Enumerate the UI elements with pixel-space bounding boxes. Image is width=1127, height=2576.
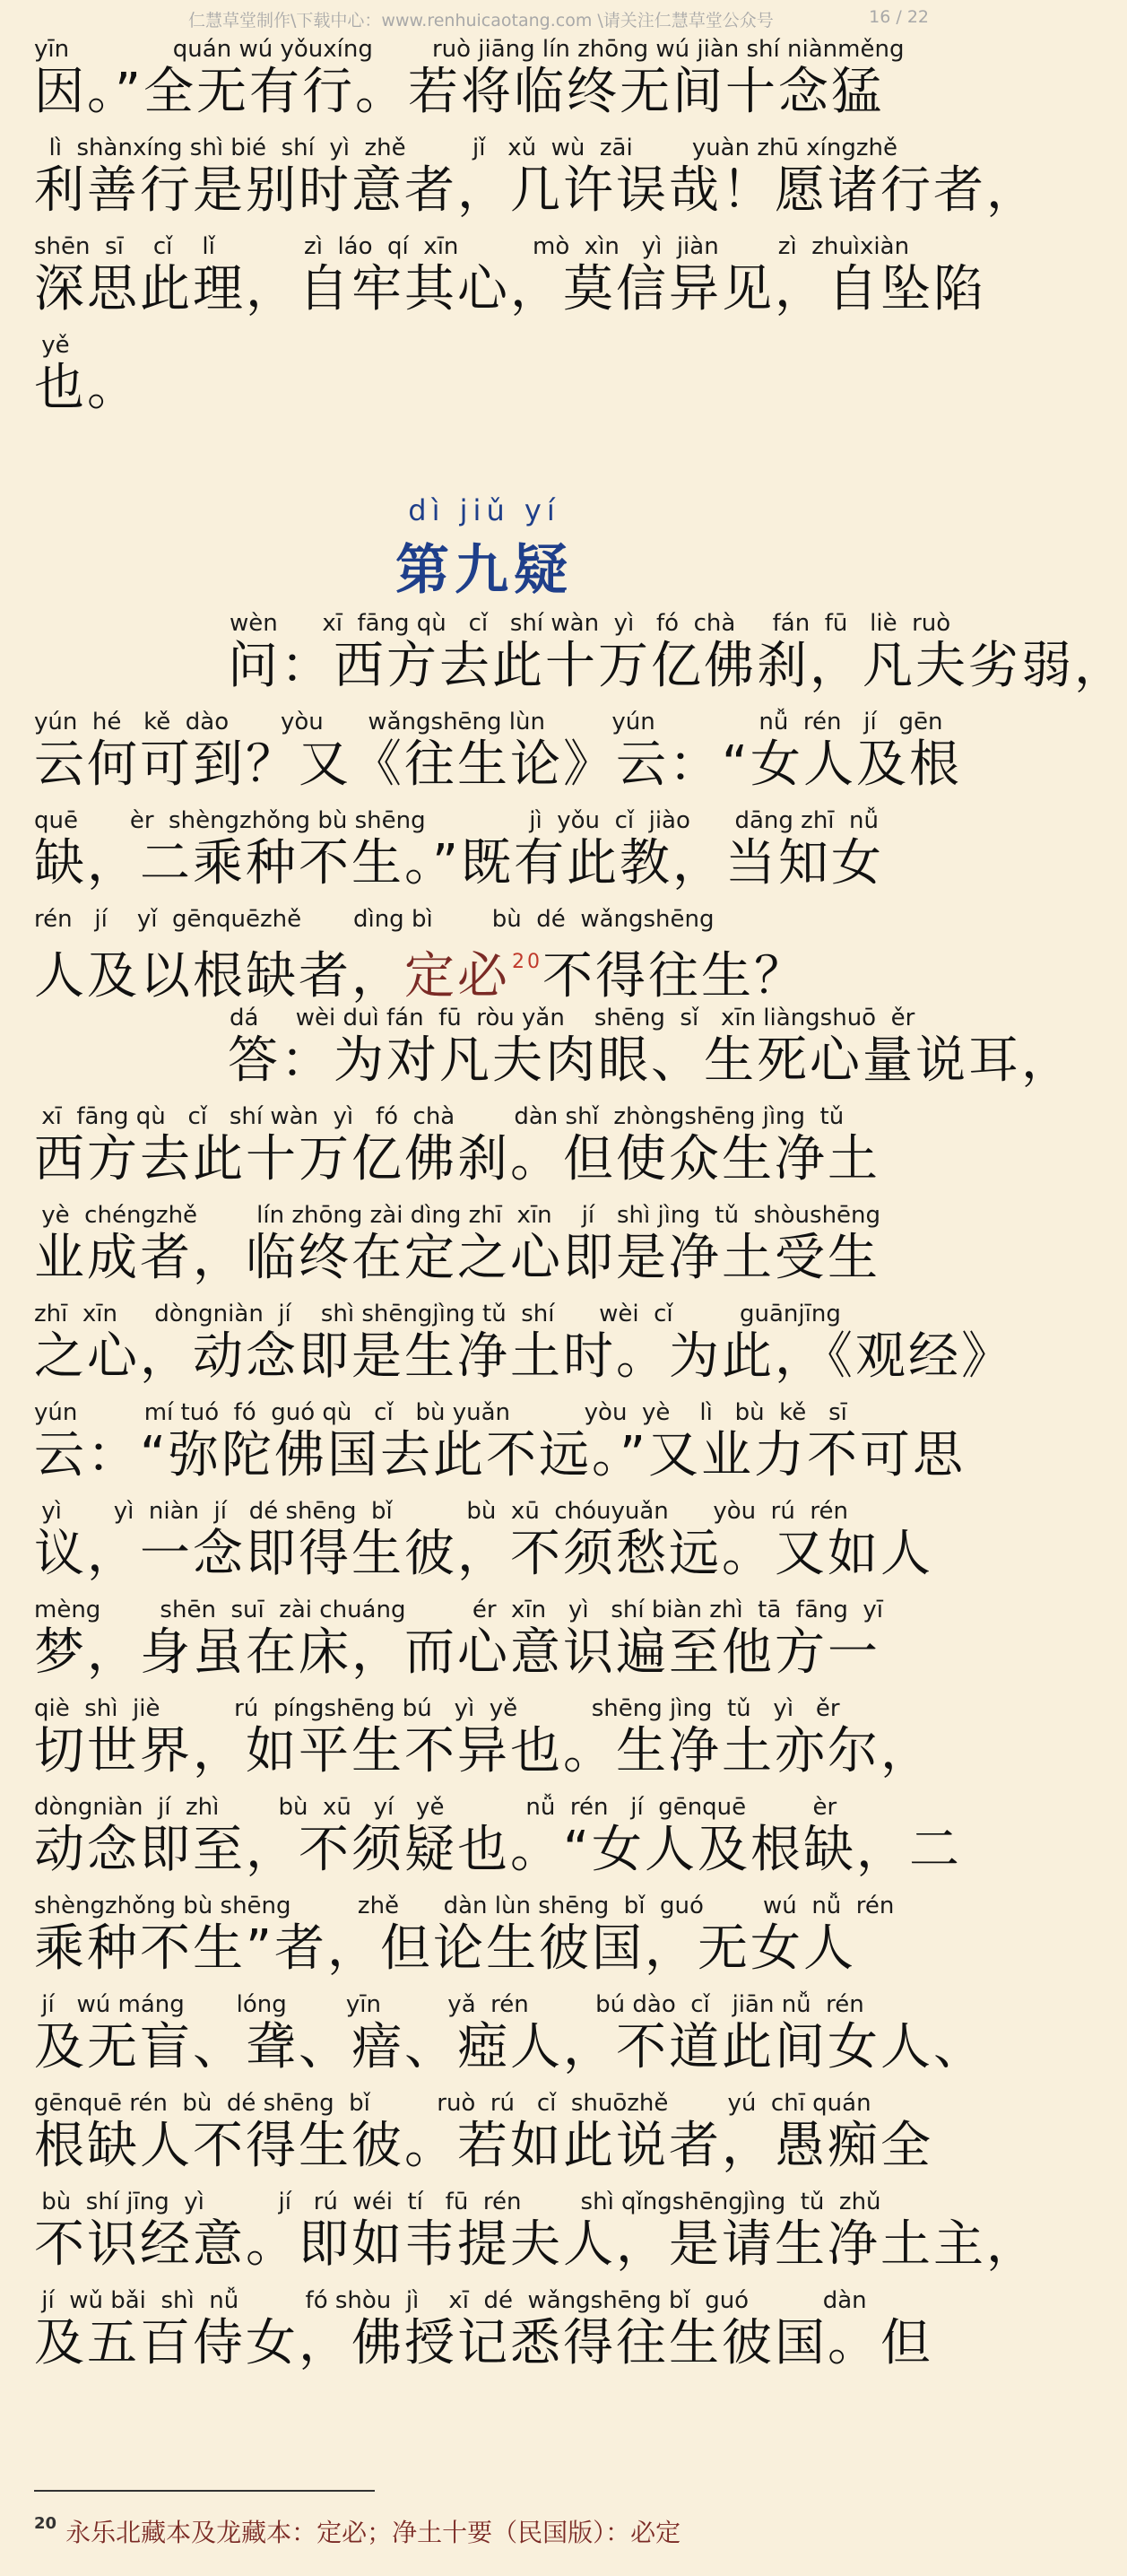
section-pinyin: dì jiǔ yí [408,493,560,527]
hanzi-line: 云何可到？又《往生论》云：“女人及根 [34,735,963,794]
text-line [0,709,968,807]
hanzi-line: 答：为对凡夫肉眼、生死心量说耳， [228,1031,1074,1090]
text-line [0,807,968,906]
section-title: 第九疑 [395,539,573,602]
pinyin-line: shēn sī cǐ lǐ zì láo qí xīn mò xìn yì jiàn zì zhuìxiàn [34,233,910,260]
annotated-term: 定必 [404,947,510,1005]
text-line [0,1103,968,1202]
text-line [0,1399,968,1498]
pinyin-line: jí wǔ bǎi shì nǚ fó shòu jì xī dé wǎngshēng bǐ guó dàn [34,2287,867,2314]
text-line [0,332,968,431]
pinyin-line: jí wú máng lóng yīn yǎ rén bú dào cǐ jiān nǚ rén [34,1991,864,2018]
text-line [0,1202,968,1301]
text-line [0,1893,968,1991]
footnote-divider [34,2490,375,2492]
pinyin-line: yún mí tuó fó guó qù cǐ bù yuǎn yòu yè lì bù kě sī [34,1399,847,1426]
pinyin-line: rén jí yǐ gēnquēzhě dìng bì bù dé wǎngshēng [34,906,715,933]
pinyin-line: wèn xī fāng qù cǐ shí wàn yì fó chà fán fū liè ruò [230,610,951,637]
pinyin-line: lì shànxíng shì bié shí yì zhě jǐ xǔ wù zāi yuàn zhū xíngzhě [34,135,897,161]
pinyin-line: zhī xīn dòngniàn jí shì shēngjìng tǔ shí wèi cǐ guānjīng [34,1301,841,1327]
text-line [97,1005,1074,1103]
text-line [0,1498,968,1597]
pinyin-line: dòngniàn jí zhì bù xū yí yě nǚ rén jí gēnquē èr [34,1794,837,1821]
hanzi-line: 也。 [34,359,140,417]
pinyin-line: qiè shì jiè rú píngshēng bú yì yě shēng jìng tǔ yì ěr [34,1695,840,1722]
hanzi-line: 动念即至，不须疑也。“女人及根缺，二 [34,1821,963,1879]
hanzi-segment: 不得往生？ [542,947,807,1005]
text-line [0,1991,986,2090]
hanzi-line: 及无盲、聋、瘖、瘂人，不道此间女人、 [34,2018,986,2076]
text-line [0,1695,968,1794]
hanzi-line: 深思此理，自牢其心，莫信异见，自坠陷 [34,260,986,318]
pinyin-line: shèngzhǒng bù shēng zhě dàn lùn shēng bǐ guó wú nǚ rén [34,1893,895,1919]
footnote-marker[interactable]: 20 [512,951,542,973]
footnote [34,2513,941,2549]
text-line [0,135,1039,233]
pinyin-line: mèng shēn suī zài chuáng ér xīn yì shí biàn zhì tā fāng yī [34,1597,884,1623]
pinyin-line: quē èr shèngzhǒng bù shēng jì yǒu cǐ jiào dāng zhī nǚ [34,807,880,834]
text-line [0,233,986,332]
pinyin-line: yún hé kě dào yòu wǎngshēng lùn yún nǚ rén jí gēn [34,709,943,735]
hanzi-line: 云：“弥陀佛国去此不远。”又业力不可思 [34,1426,967,1484]
top-paragraph [0,36,1039,431]
text-line [0,2287,968,2386]
pinyin-line: yě [34,332,70,359]
footnote-text: 永乐北藏本及龙藏本：定必；净土十要（民国版）：必定 [65,2518,681,2547]
hanzi-segment: 人及以根缺者， [34,947,404,1005]
hanzi-line: 利善行是别时意者，几许误哉！愿诸行者， [34,161,1039,220]
hanzi-line: 西方去此十万亿佛刹。但使众生净土 [34,1130,880,1188]
hanzi-line: 业成者，临终在定之心即是净土受生 [34,1229,880,1287]
pinyin-line: yè chéngzhě lín zhōng zài dìng zhī xīn jí shì jìng tǔ shòushēng [34,1202,881,1229]
pinyin-line: yīn quán wú yǒuxíng ruò jiāng lín zhōng wú jiàn shí niànměng [34,36,905,63]
text-line [0,2189,1039,2287]
section-heading [0,493,968,610]
hanzi-line: 问：西方去此十万亿佛刹，凡夫劣弱， [228,637,1127,695]
hanzi-line: 乘种不生”者，但论生彼国，无女人 [34,1919,857,1978]
pinyin-line: gēnquē rén bù dé shēng bǐ ruò rú cǐ shuōzhě yú chī quán [34,2090,871,2117]
hanzi-line [34,933,950,1006]
page-number: 16 / 22 [869,7,929,27]
text-line [0,1794,968,1893]
header-source: 仁慧草堂制作\下载中心：www.renhuicaotang.com \请关注仁慧草堂公众号 [188,11,774,30]
pinyin-line: xī fāng qù cǐ shí wàn yì fó chà dàn shǐ zhòngshēng jìng tǔ [34,1103,845,1130]
text-line [0,2090,968,2189]
hanzi-line: 议，一念即得生彼，不须愁远。又如人 [34,1525,933,1583]
pinyin-line: yì yì niàn jí dé shēng bǐ bù xū chóuyuǎn yòu rú rén [34,1498,848,1525]
text-line [0,1301,1014,1399]
hanzi-line: 及五百侍女，佛授记悉得往生彼国。但 [34,2314,933,2372]
hanzi-line: 根缺人不得生彼。若如此说者，愚痴全 [34,2117,933,2175]
body-paragraph [0,610,1127,2386]
hanzi-line: 缺，二乘种不生。”既有此教，当知女 [34,834,885,892]
hanzi-line: 梦，身虽在床，而心意识遍至他方一 [34,1623,880,1682]
text-line [0,906,968,1005]
hanzi-line: 因。”全无有行。若将临终无间十念猛 [34,63,885,121]
hanzi-line: 之心，动念即是生净土时。为此，《观经》 [34,1327,1014,1386]
footnote-number: 20 [34,2514,57,2533]
text-line [0,36,968,135]
text-line [97,610,1127,709]
text-line [0,1597,968,1695]
page-header [0,7,968,34]
pinyin-line: dá wèi duì fán fū ròu yǎn shēng sǐ xīn liàngshuō ěr [230,1005,915,1031]
pinyin-line: bù shí jīng yì jí rú wéi tí fū rén shì qǐngshēngjìng tǔ zhǔ [34,2189,881,2215]
hanzi-line: 切世界，如平生不异也。生净土亦尔， [34,1722,933,1780]
document-body [0,36,1127,2386]
hanzi-line: 不识经意。即如韦提夫人，是请生净土主， [34,2215,1039,2274]
